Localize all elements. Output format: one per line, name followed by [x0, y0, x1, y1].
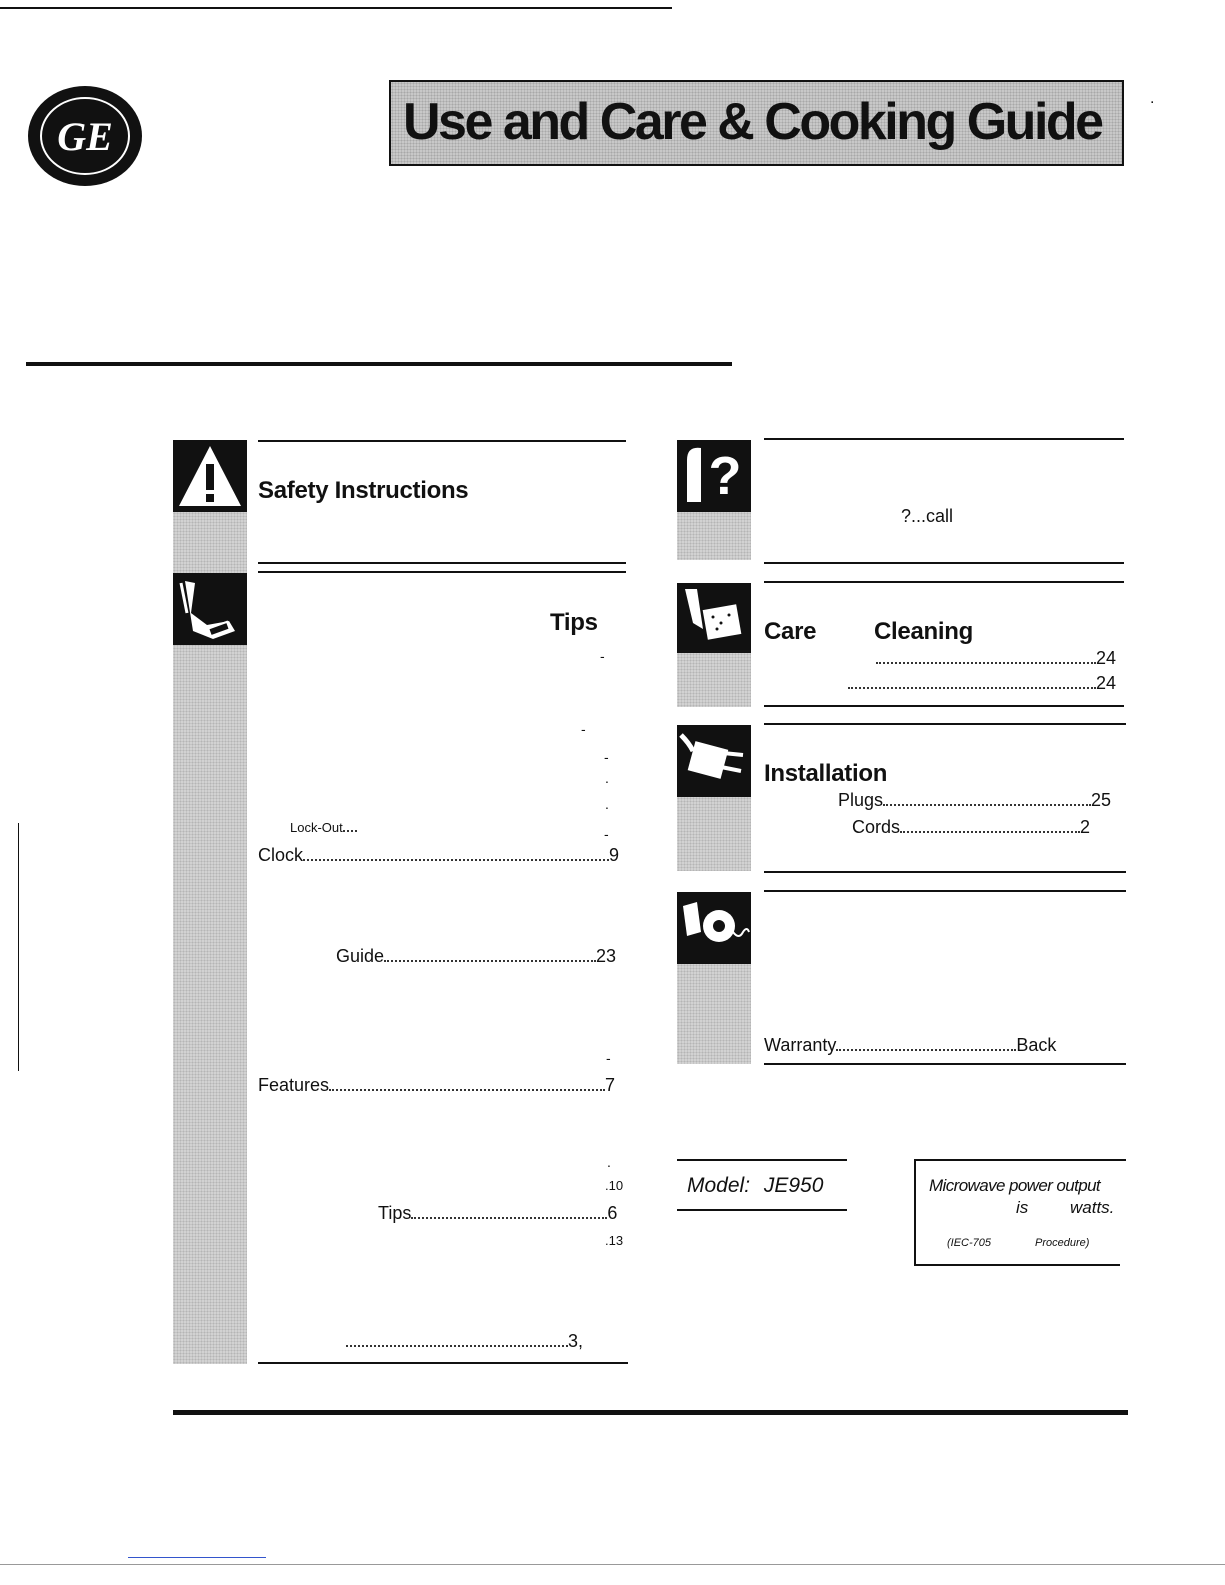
- care-heading: Care: [764, 618, 817, 645]
- install-icon-box: [677, 725, 751, 797]
- header-divider: [26, 362, 732, 366]
- title-banner: [389, 80, 1124, 166]
- page-3-entry: 3,: [346, 1331, 583, 1352]
- sponge-icon: [677, 583, 751, 653]
- model-top-rule: [677, 1159, 847, 1161]
- tips-bottom-rule: [258, 1362, 628, 1364]
- lockout-entry: Lock-Out: [290, 820, 357, 835]
- cords-entry: Cords 2: [852, 817, 1091, 837]
- warranty-icon-box: [677, 892, 751, 964]
- stray-dash-3: -: [604, 749, 609, 765]
- install-shade: [677, 797, 751, 871]
- warranty-bottom-rule: [764, 1063, 1126, 1065]
- care-shade: [677, 653, 751, 707]
- question-icon-box: [677, 440, 751, 512]
- warning-icon: [173, 440, 247, 512]
- question-shade: [677, 512, 751, 560]
- safety-icon-box: [173, 440, 247, 512]
- safety-bottom-rule: [258, 562, 626, 564]
- stray-dot-3: .: [605, 796, 609, 812]
- clock-entry: Clock 9: [258, 845, 620, 865]
- power-line3-iec: (IEC-705: [947, 1237, 992, 1249]
- guide-entry: Guide 23: [336, 946, 617, 966]
- tips-icon-box: [173, 573, 247, 645]
- care-icon-box: [677, 583, 751, 653]
- stray-dot: .: [1150, 90, 1155, 107]
- footer-rule: [0, 1564, 1225, 1565]
- features-entry: Features 7: [258, 1075, 616, 1095]
- left-margin-line: [18, 823, 19, 1071]
- power-left-rule: [914, 1159, 916, 1266]
- tips-top-rule: [258, 571, 626, 573]
- tips-heading: Tips: [550, 609, 598, 636]
- stray-dot-2: .: [605, 770, 609, 786]
- question-top-rule: [764, 438, 1124, 440]
- stray-dash-4: -: [604, 826, 609, 842]
- question-bottom-rule: [764, 562, 1124, 564]
- power-line3-procedure: Procedure): [1035, 1237, 1090, 1249]
- model-label: Model: JE950: [687, 1174, 824, 1197]
- cleaning-heading: Cleaning: [874, 618, 973, 645]
- svg-text:GE: GE: [57, 114, 113, 159]
- finger-pressing-button-icon: [173, 573, 247, 645]
- warranty-shade: [677, 964, 751, 1064]
- question-call-text: ?...call: [901, 506, 954, 526]
- install-top-rule: [764, 723, 1126, 725]
- stray-dash-1: -: [600, 648, 605, 664]
- footer-link-underline[interactable]: [128, 1557, 266, 1558]
- install-bottom-rule: [764, 871, 1126, 873]
- warranty-entry: Warranty Back: [764, 1035, 1057, 1055]
- page-10-entry: .10: [605, 1178, 624, 1193]
- power-top-rule: [914, 1159, 1126, 1161]
- safety-heading: Safety Instructions: [258, 477, 469, 504]
- warranty-top-rule: [764, 890, 1126, 892]
- bottom-divider: [173, 1410, 1128, 1415]
- power-bottom-rule: [914, 1264, 1120, 1266]
- stray-dot-4: .: [607, 1154, 611, 1170]
- installation-heading: Installation: [764, 760, 888, 787]
- plugs-entry: Plugs 25: [838, 790, 1112, 810]
- care-entry-b: 24: [848, 673, 1116, 694]
- ge-logo: [26, 84, 144, 188]
- care-entry-a: 24: [876, 648, 1116, 669]
- model-bottom-rule: [677, 1209, 847, 1211]
- stray-dash-2: -: [581, 721, 586, 737]
- tape-measure-icon: [677, 892, 751, 964]
- tips2-entry: Tips 6: [378, 1203, 618, 1223]
- page-title: Use and Care & Cooking Guide: [403, 93, 1102, 151]
- safety-top-rule: [258, 440, 626, 442]
- care-bottom-rule: [764, 705, 1124, 707]
- plug-icon: [677, 725, 751, 797]
- care-top-rule: [764, 581, 1124, 583]
- power-line2-watts: watts.: [1070, 1198, 1115, 1217]
- question-face-icon: [677, 440, 751, 512]
- power-line2-is: is: [1016, 1198, 1029, 1217]
- ge-logo-icon: [26, 84, 144, 188]
- top-rule: [0, 7, 672, 9]
- svg-text:?: ?: [708, 446, 742, 506]
- power-line1: Microwave power output: [929, 1176, 1101, 1195]
- page-13-entry: .13: [605, 1233, 624, 1248]
- stray-dash-5: -: [606, 1050, 611, 1066]
